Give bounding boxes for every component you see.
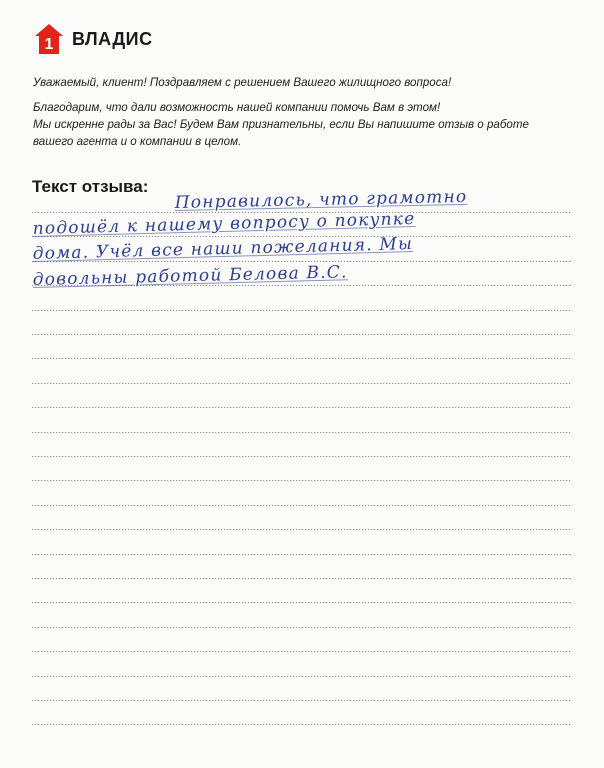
handwritten-line: дома. Учёл все наши пожелания. Мы: [32, 234, 414, 264]
handwritten-line: Понравилось, что грамотно: [174, 186, 468, 213]
intro-request-cont: вашего агента и о компании в целом.: [33, 135, 242, 148]
handwritten-line: довольны работой Белова В.С.: [32, 262, 348, 290]
intro-thanks: Благодарим, что дали возможность нашей компании помочь Вам в этом!: [33, 101, 441, 114]
logo-badge-number: 1: [44, 36, 54, 53]
intro-request: Мы искренне рады за Вас! Будем Вам признательны, если Вы напишите отзыв о работе: [33, 118, 529, 131]
handwritten-line: подошёл к нашему вопросу о покупке: [32, 208, 416, 239]
intro-greeting: Уважаемый, клиент! Поздравляем с решением Вашего жилищного вопроса!: [33, 76, 452, 89]
review-label: Текст отзыва:: [32, 177, 152, 197]
brand-name: ВЛАДИС: [72, 28, 153, 49]
